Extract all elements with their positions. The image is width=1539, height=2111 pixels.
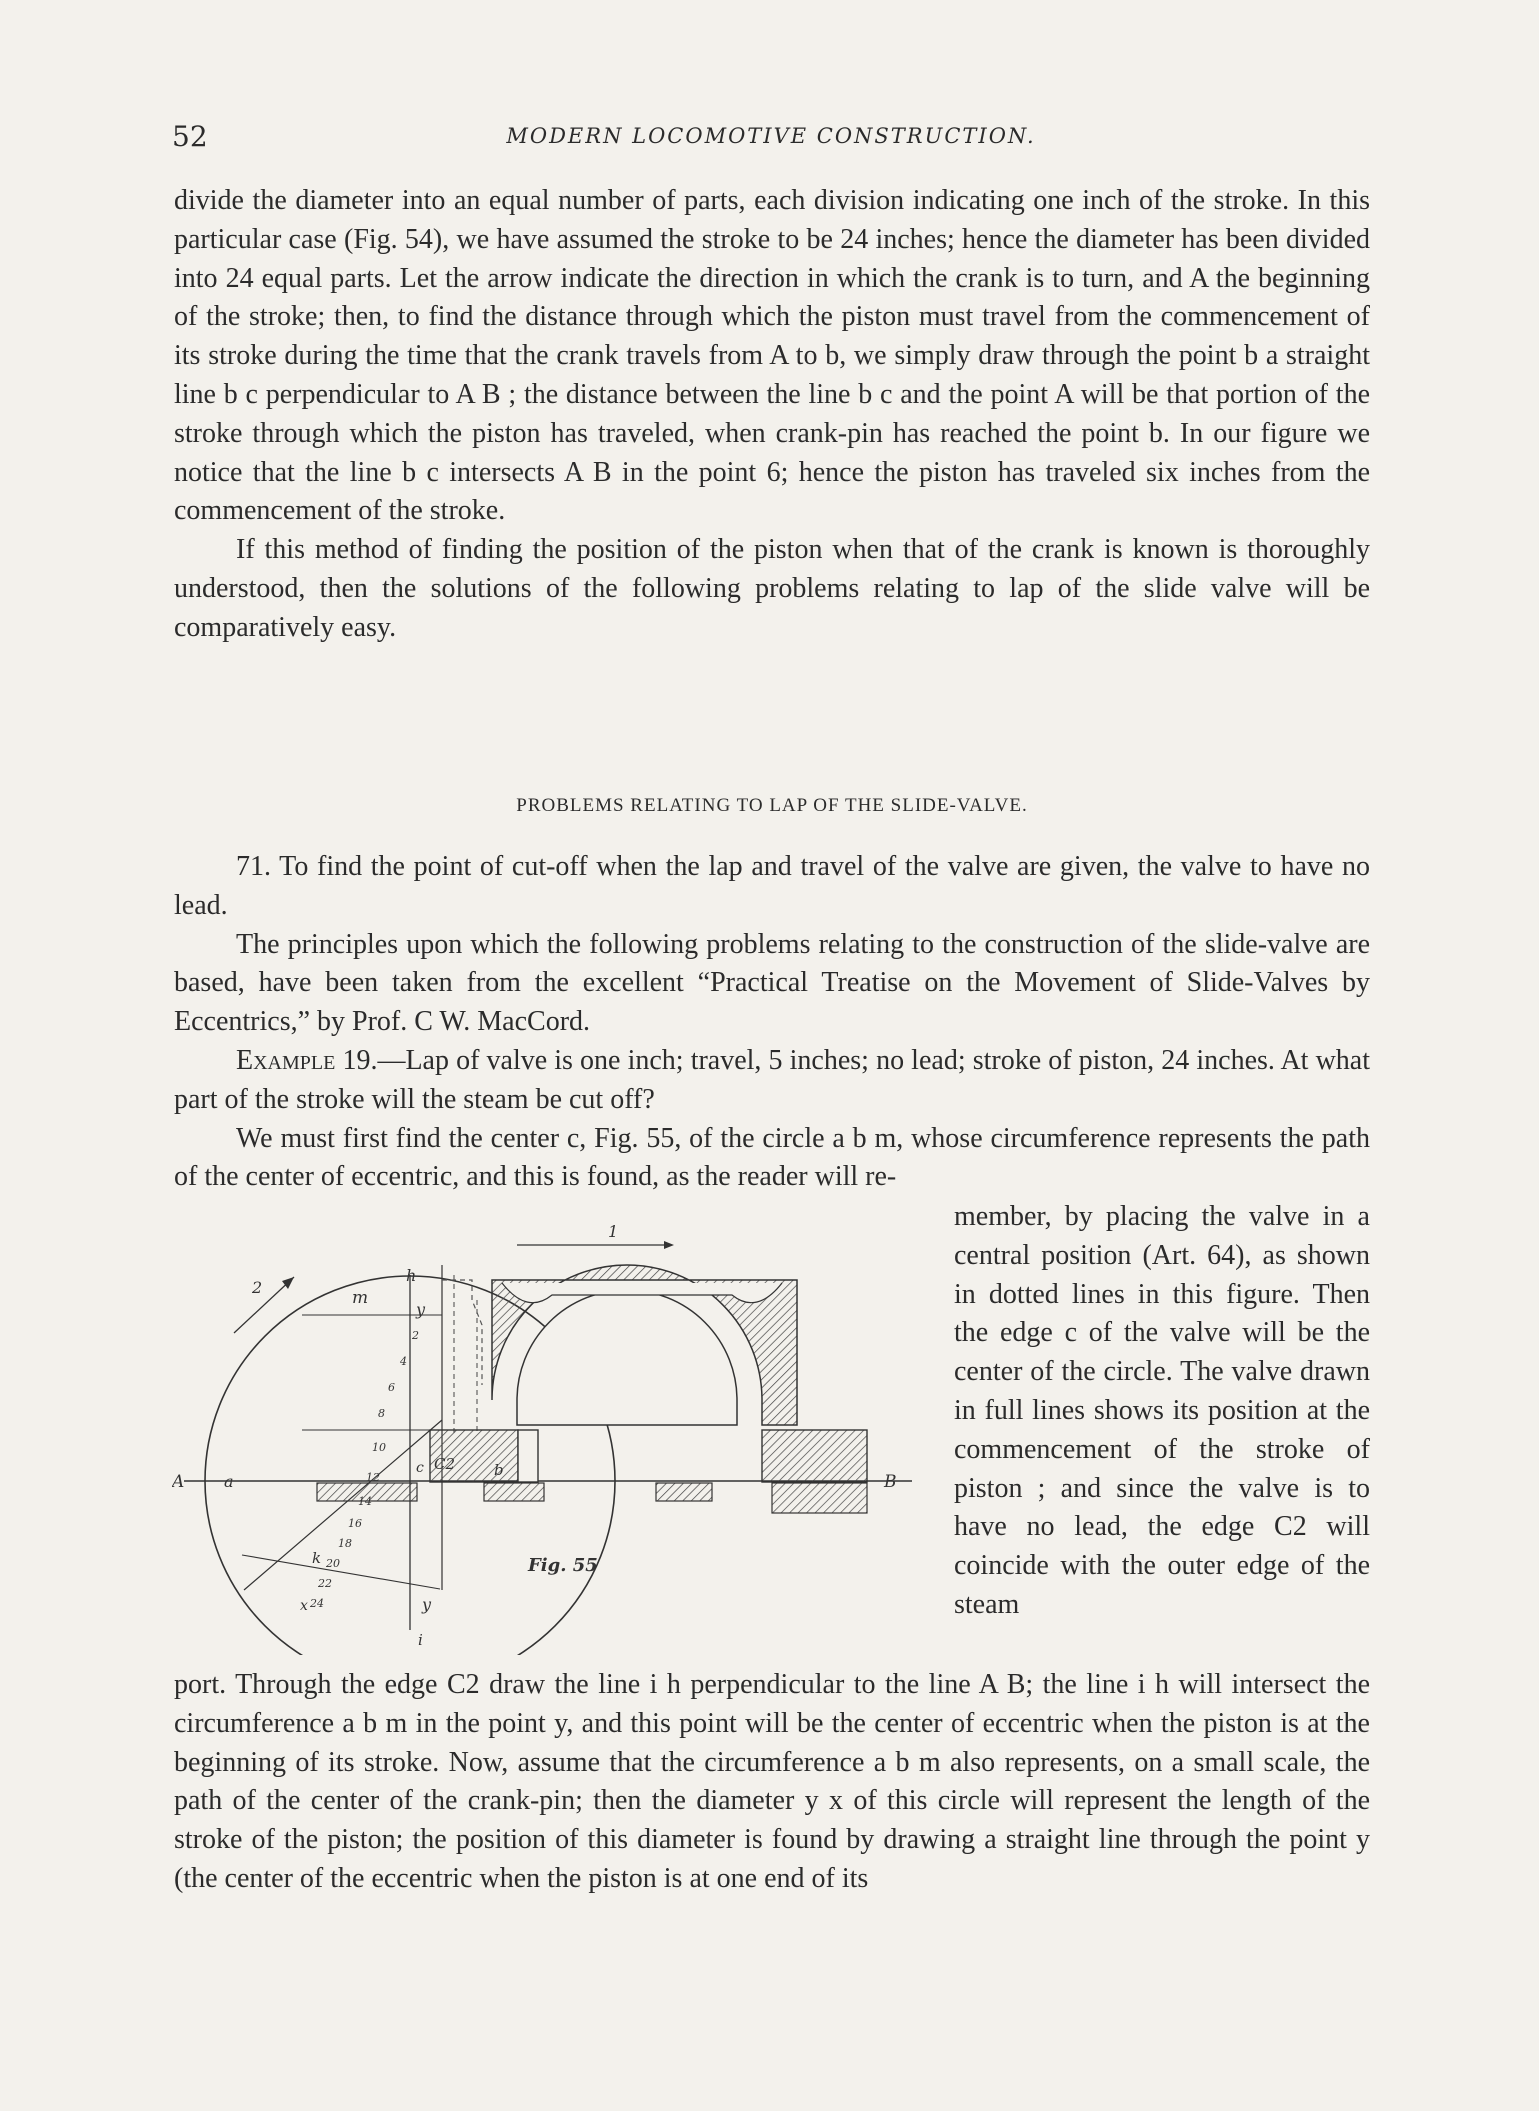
scale-14: 14 (358, 1495, 372, 1508)
label-c: c (416, 1460, 424, 1476)
diameter-scale-numbers (309, 1329, 419, 1610)
scale-12: 12 (366, 1471, 380, 1484)
diameter-y-x (244, 1420, 442, 1590)
paragraph-diameter-division: divide the diameter into an equal number of parts, each division indicating one inch of the stroke. In this particular case (Fig. 54), we have assumed the stroke to be 24 inches; hence the diameter has been divided into 24 equal parts. Let the arrow indicate the direction in which the crank is to turn, and A the beginning of the stroke; then, to find the distance through which the piston must travel from the commencement of its stroke during the time that the crank travels from A to b, we simply draw through the point b a straight line b c perpendicular to A B ; the distance between the line b c and the point A will be that portion of the stroke through which the piston has traveled, when crank-pin has reached the point b. In our figure we notice that the line b c intersects A B in the point 6; hence the piston has traveled six inches from the commencement of the stroke. (174, 185, 1370, 527)
label-h: h (406, 1266, 417, 1285)
label-C2: C2 (434, 1455, 456, 1473)
running-head (172, 120, 1370, 154)
figure-55 (172, 1205, 932, 1655)
text-block-continuation (174, 1666, 1370, 1899)
paragraph-principles: The principles upon which the following problems relating to the construction of the slide-valve are based, have been taken from the excellent “Practical Treatise on the Movement of Slide-Valves by Eccentrics,” by Prof. C W. MacCord. (174, 928, 1370, 1038)
paragraph-example-19 (174, 1042, 1370, 1120)
side-text-beside-figure (954, 1198, 1370, 1625)
label-i: i (418, 1631, 423, 1649)
label-y-top: y (416, 1300, 426, 1319)
section-heading: PROBLEMS RELATING TO LAP OF THE SLIDE-VALVE. (516, 795, 1028, 816)
slide-valve (430, 1265, 867, 1482)
arrow-2-label: 2 (252, 1278, 263, 1297)
scale-6: 6 (388, 1381, 395, 1394)
example-label: Example (236, 1044, 336, 1076)
running-title: MODERN LOCOMOTIVE CONSTRUCTION. (506, 124, 1036, 148)
direction-arrow-1 (517, 1222, 674, 1249)
dotted-central-valve (442, 1280, 482, 1385)
scale-22: 22 (318, 1577, 332, 1590)
text-block-problems (174, 848, 1370, 1197)
label-a: a (224, 1472, 234, 1491)
scale-20: 20 (326, 1557, 340, 1570)
label-m: m (352, 1288, 369, 1308)
label-b: b (494, 1461, 504, 1479)
page-number: 52 (172, 120, 208, 153)
label-A: A (172, 1472, 185, 1492)
valve-diagram (172, 1205, 932, 1655)
scale-18: 18 (338, 1537, 352, 1550)
label-k: k (312, 1549, 322, 1567)
scale-16: 16 (348, 1517, 362, 1530)
label-B: B (884, 1472, 897, 1492)
scale-8: 8 (378, 1407, 385, 1420)
paragraph-method-summary: If this method of finding the position of the piston when that of the crank is known is thoroughly understood, then the solutions of the following problems relating to lap of the slide valve will be comparatively easy. (174, 534, 1370, 643)
scale-4: 4 (400, 1355, 407, 1368)
valve-seat (317, 1483, 867, 1513)
label-y-bottom: y (422, 1595, 432, 1614)
text-block-intro (174, 182, 1370, 648)
scale-10: 10 (372, 1441, 386, 1454)
figure-caption: Fig. 55 (528, 1555, 598, 1576)
label-x: x (300, 1598, 308, 1614)
scale-24: 24 (310, 1597, 324, 1610)
scale-2: 2 (412, 1329, 419, 1342)
paragraph-port-construction: port. Through the edge C2 draw the line i h perpendicular to the line A B; the line i h will intersect the circumference a b m in the point y, and this point will be the center of eccentric when the piston is at the beginning of its stroke. Now, assume that the circumference a b m also represents, on a small scale, the path of the center of the crank-pin; then the diameter y x of this circle will represent the length of the stroke of the piston; the position of this diameter is found by drawing a straight line through the point y (the center of the eccentric when the piston is at one end of its (174, 1669, 1370, 1894)
paragraph-problem-71: 71. To find the point of cut-off when the lap and travel of the valve are given, the valve to have no lead. (174, 851, 1370, 921)
arrow-1-label: 1 (608, 1222, 619, 1241)
paragraph-find-center: We must first find the center c, Fig. 55, of the circle a b m, whose circumference represents the path of the center of eccentric, and this is found, as the reader will re- (174, 1122, 1370, 1193)
example-text: 19.—Lap of valve is one inch; travel, 5 inches; no lead; stroke of piston, 24 inches. At what part of the stroke will the steam be cut off? (174, 1044, 1370, 1115)
paragraph-valve-position: member, by placing the valve in a central position (Art. 64), as shown in dotted lines in this figure. Then the edge c of the valve will be the center of the circle. The valve drawn in full lines shows its position at the commencement of the stroke of piston ; and since the valve is to have no lead, the edge C2 will coincide with the outer edge of the steam (954, 1201, 1370, 1620)
direction-arrow-2 (234, 1277, 294, 1333)
